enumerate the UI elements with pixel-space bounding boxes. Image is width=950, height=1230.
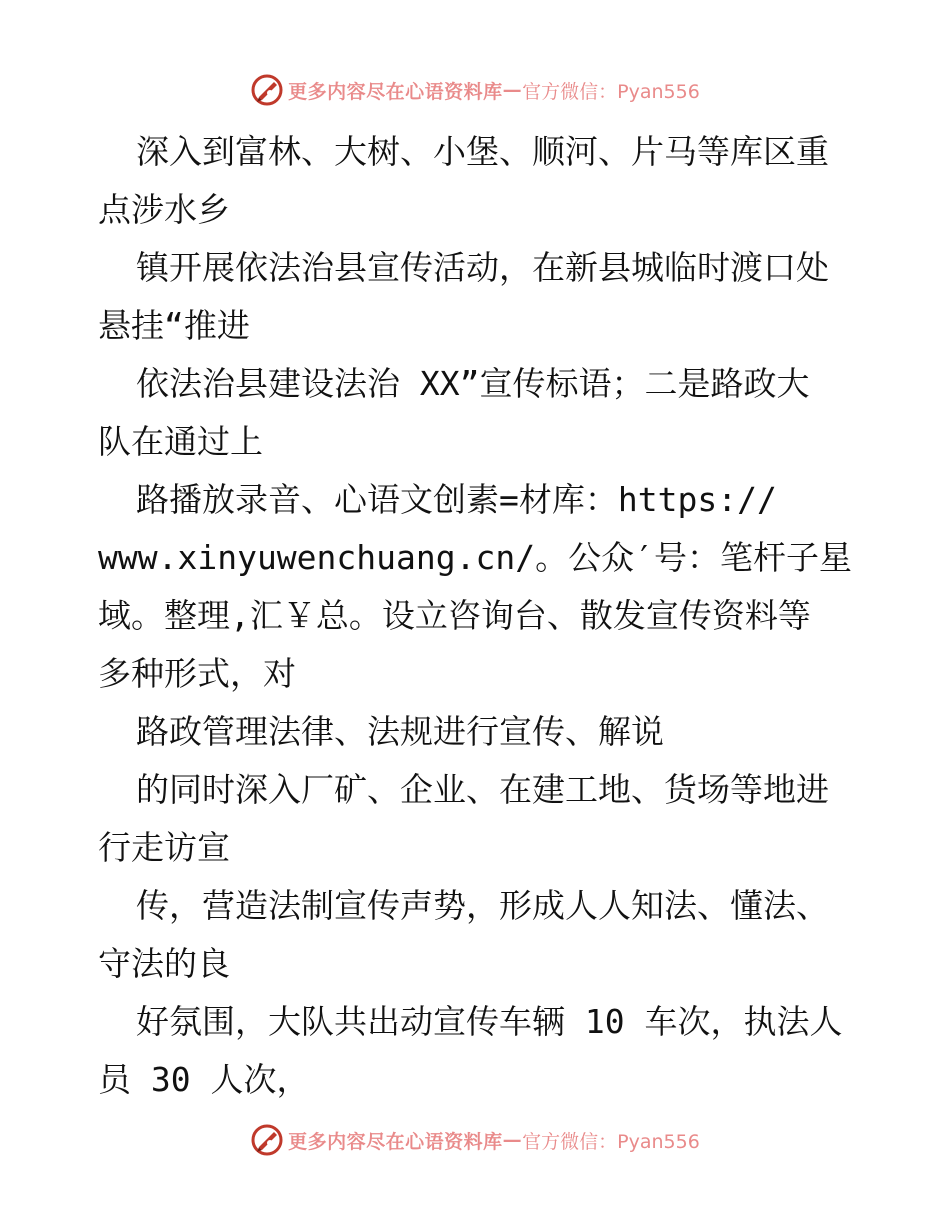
header-banner [0, 70, 950, 110]
document-body [98, 123, 868, 1109]
text-line: 好氛围，大队共出动宣传车辆 10 车次，执法人 [136, 1002, 843, 1041]
header-slogan: 更多内容尽在心语资料库 [288, 80, 503, 103]
header-wechat: 官方微信：Pyan556 [522, 80, 700, 103]
text-line: 队在通过上 [98, 422, 263, 461]
text-line: 多种形式，对 [98, 654, 296, 693]
text-line: 行走访宣 [98, 828, 230, 867]
text-line: 守法的良 [98, 944, 230, 983]
text-line: 的同时深入厂矿、企业、在建工地、货场等地进 [136, 770, 829, 809]
footer-slogan: 更多内容尽在心语资料库 [288, 1130, 503, 1153]
footer-banner [0, 1120, 950, 1160]
text-line: 路播放录音、心语文创素=材库：https:// [136, 480, 777, 519]
text-line: www.xinyuwenchuang.cn/。公众′号：笔杆子星 [98, 538, 852, 577]
text-line: 点涉水乡 [98, 190, 230, 229]
text-line: 深入到富林、大树、小堡、顺河、片马等库区重 [136, 132, 829, 171]
brand-logo-icon [250, 1123, 284, 1157]
text-line: 悬挂“推进 [98, 306, 250, 345]
text-line: 传，营造法制宣传声势，形成人人知法、懂法、 [136, 886, 829, 925]
footer-wechat: 官方微信：Pyan556 [522, 1130, 700, 1153]
text-line: 依法治县建设法治 XX”宣传标语；二是路政大 [136, 364, 810, 403]
header-separator: — [502, 79, 523, 101]
footer-separator: — [502, 1129, 523, 1151]
text-line: 域。整理,汇￥总。设立咨询台、散发宣传资料等 [98, 596, 811, 635]
text-line: 镇开展依法治县宣传活动，在新县城临时渡口处 [136, 248, 829, 287]
text-line: 路政管理法律、法规进行宣传、解说 [136, 712, 664, 751]
brand-logo-icon [250, 73, 284, 107]
text-line: 员 30 人次， [98, 1060, 310, 1099]
